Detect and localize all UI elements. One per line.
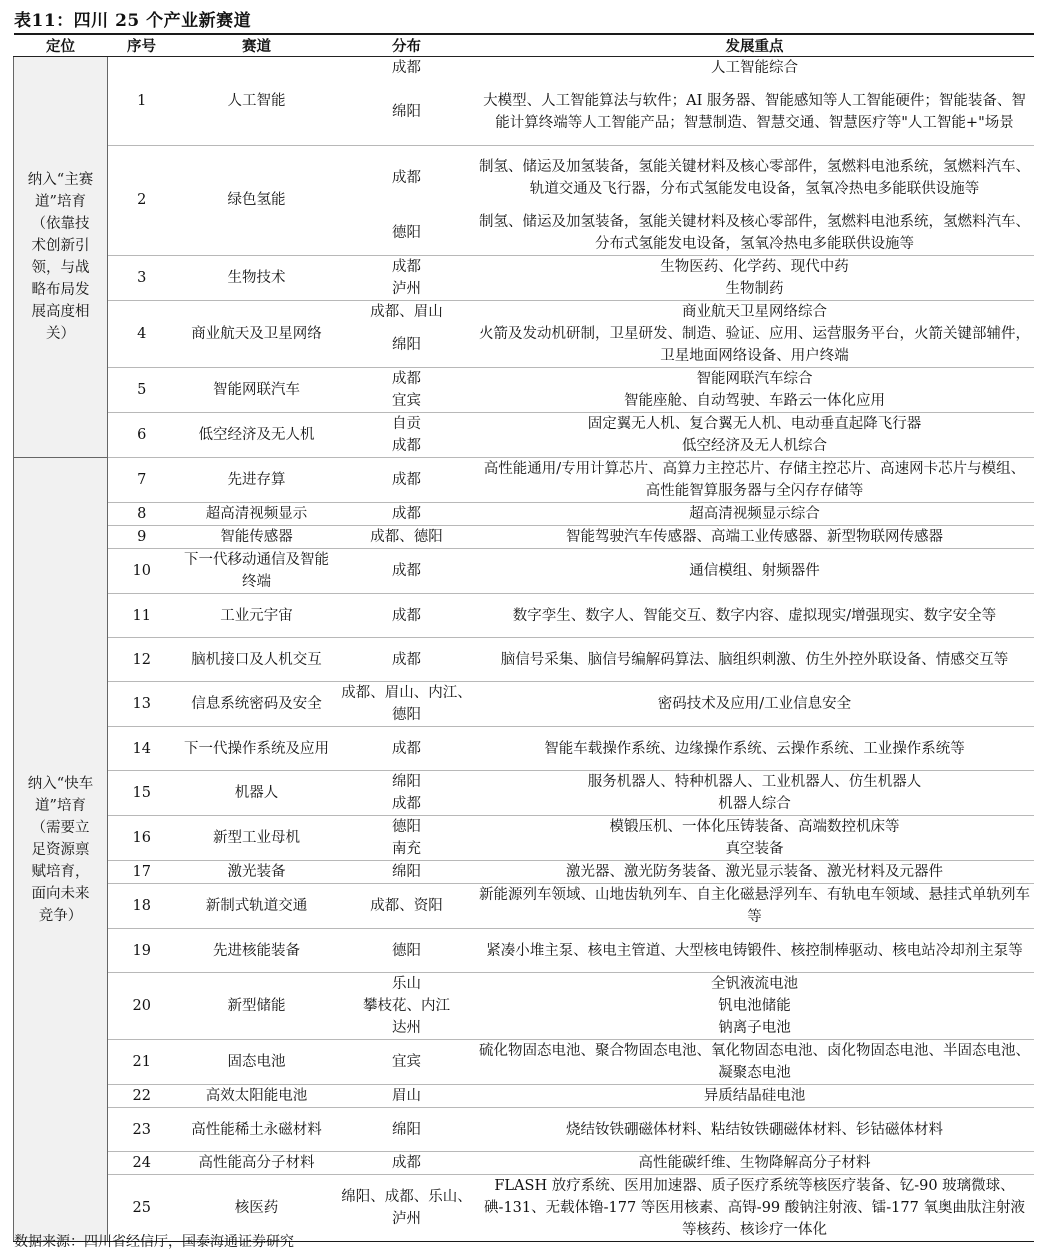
row-number: 20	[108, 973, 176, 1040]
table-row	[14, 884, 1034, 929]
table-row	[14, 771, 1034, 794]
track-name: 机器人	[176, 771, 338, 816]
distribution-city: 乐山	[338, 973, 476, 996]
table-row	[14, 1108, 1034, 1152]
table-row	[14, 682, 1034, 727]
track-name: 绿色氢能	[176, 145, 338, 256]
row-number: 17	[108, 861, 176, 884]
development-focus: 服务机器人、特种机器人、工业机器人、仿生机器人	[476, 771, 1034, 794]
row-number: 2	[108, 145, 176, 256]
table-row	[14, 145, 1034, 211]
development-focus: 机器人综合	[718, 796, 791, 812]
development-focus: 高性能通用/专用计算芯片、高算力主控芯片、存储主控芯片、高速网卡芯片与模组、高性能智算服务器与全闪存存储等	[476, 458, 1034, 503]
track-name: 工业元宇宙	[176, 594, 338, 638]
development-focus: 钠离子电池	[718, 1020, 791, 1036]
development-focus: 制氢、储运及加氢装备，氢能关键材料及核心零部件，氢燃料电池系统，氢燃料汽车、分布式氢能发电设备，氢氧冷热电多能联供设施等	[479, 214, 1030, 252]
development-focus: 通信模组、射频器件	[476, 549, 1034, 594]
data-source: 数据来源：四川省经信厅，国泰海通证券研究	[14, 1234, 294, 1250]
track-name: 低空经济及无人机	[176, 413, 338, 458]
table-row	[14, 256, 1034, 279]
track-name: 生物技术	[176, 256, 338, 301]
table-row	[14, 503, 1034, 526]
track-name: 核医药	[176, 1175, 338, 1242]
distribution-city: 成都	[338, 1152, 476, 1175]
development-focus: 智能车载操作系统、边缘操作系统、云操作系统、工业操作系统等	[476, 727, 1034, 771]
track-name: 固态电池	[176, 1040, 338, 1085]
development-focus: 脑信号采集、脑信号编解码算法、脑组织刺激、仿生外控外联设备、情感交互等	[476, 638, 1034, 682]
track-name: 人工智能	[176, 57, 338, 146]
distribution-city: 绵阳	[338, 861, 476, 884]
table-row	[14, 57, 1034, 80]
row-number: 1	[108, 57, 176, 146]
table-row	[14, 973, 1034, 996]
distribution-city: 绵阳	[392, 337, 421, 353]
development-focus: 全钒液流电池	[476, 973, 1034, 996]
row-number: 4	[108, 301, 176, 368]
distribution-city: 成都、眉山、内江、德阳	[338, 682, 476, 727]
development-focus: 密码技术及应用/工业信息安全	[476, 682, 1034, 727]
table-row	[14, 526, 1034, 549]
track-name: 高性能稀土永磁材料	[176, 1108, 338, 1152]
distribution-city: 德阳	[392, 225, 421, 241]
development-focus: FLASH 放疗系统、医用加速器、质子医疗系统等核医疗装备、钇-90 玻璃微球、碘-131、无载体镥-177 等医用核素、高锝-99 酸钠注射液、镭-177 氧奥曲肽注射液等核药、核诊疗一体化	[476, 1175, 1034, 1242]
distribution-city: 南充	[392, 841, 421, 857]
track-name: 智能传感器	[176, 526, 338, 549]
row-number: 9	[108, 526, 176, 549]
development-focus: 紧凑小堆主泵、核电主管道、大型核电铸锻件、核控制棒驱动、核电站冷却剂主泵等	[476, 929, 1034, 973]
track-name: 智能网联汽车	[176, 368, 338, 413]
development-focus: 高性能碳纤维、生物降解高分子材料	[476, 1152, 1034, 1175]
distribution-city: 德阳	[338, 929, 476, 973]
table-title: 表11：四川 25 个产业新赛道	[14, 11, 252, 31]
row-number: 21	[108, 1040, 176, 1085]
table-row	[14, 301, 1034, 324]
table-row	[14, 1040, 1034, 1085]
track-name: 高性能高分子材料	[176, 1152, 338, 1175]
distribution-city: 成都	[338, 594, 476, 638]
track-name: 新型储能	[176, 973, 338, 1040]
distribution-city: 绵阳	[392, 103, 421, 120]
row-number: 13	[108, 682, 176, 727]
track-name: 超高清视频显示	[176, 503, 338, 526]
distribution-city: 成都、德阳	[338, 526, 476, 549]
distribution-city: 成都	[338, 256, 476, 279]
track-name: 激光装备	[176, 861, 338, 884]
track-name: 高效太阳能电池	[176, 1085, 338, 1108]
track-name: 脑机接口及人机交互	[176, 638, 338, 682]
header-number: 序号	[108, 34, 176, 57]
distribution-city: 绵阳	[338, 1108, 476, 1152]
track-name: 下一代移动通信及智能终端	[176, 549, 338, 594]
track-name: 先进存算	[176, 458, 338, 503]
row-number: 19	[108, 929, 176, 973]
track-name: 新型工业母机	[176, 816, 338, 861]
distribution-city: 成都	[392, 796, 421, 812]
table-row	[14, 1085, 1034, 1108]
development-focus: 真空装备	[725, 841, 784, 857]
distribution-city: 成都	[338, 727, 476, 771]
development-focus: 固定翼无人机、复合翼无人机、电动垂直起降飞行器	[476, 413, 1034, 436]
development-focus: 低空经济及无人机综合	[682, 438, 827, 454]
row-number: 23	[108, 1108, 176, 1152]
development-focus: 钒电池储能	[718, 998, 791, 1014]
distribution-city: 成都	[338, 503, 476, 526]
distribution-city: 成都	[392, 438, 421, 454]
distribution-city: 成都	[338, 145, 476, 211]
row-number: 8	[108, 503, 176, 526]
development-focus: 烧结钕铁硼磁体材料、粘结钕铁硼磁体材料、钐钴磁体材料	[476, 1108, 1034, 1152]
table-row	[14, 549, 1034, 594]
table-row	[14, 413, 1034, 436]
industry-track-table	[13, 33, 1034, 1242]
distribution-city: 德阳	[338, 816, 476, 839]
header-track: 赛道	[176, 34, 338, 57]
development-focus: 智能驾驶汽车传感器、高端工业传感器、新型物联网传感器	[476, 526, 1034, 549]
table-row	[14, 727, 1034, 771]
development-focus: 智能座舱、自动驾驶、车路云一体化应用	[624, 393, 885, 409]
distribution-city: 成都	[338, 638, 476, 682]
header-row	[14, 34, 1034, 57]
development-focus: 商业航天卫星网络综合	[476, 301, 1034, 324]
development-focus: 生物医药、化学药、现代中药	[476, 256, 1034, 279]
row-number: 6	[108, 413, 176, 458]
development-focus: 激光器、激光防务装备、激光显示装备、激光材料及元器件	[476, 861, 1034, 884]
track-name: 先进核能装备	[176, 929, 338, 973]
row-number: 18	[108, 884, 176, 929]
header-position: 定位	[14, 34, 108, 57]
distribution-city: 自贡	[338, 413, 476, 436]
table-row	[14, 594, 1034, 638]
track-name: 信息系统密码及安全	[176, 682, 338, 727]
row-number: 15	[108, 771, 176, 816]
table-row	[14, 929, 1034, 973]
development-focus: 制氢、储运及加氢装备，氢能关键材料及核心零部件，氢燃料电池系统，氢燃料汽车、轨道交通及飞行器，分布式氢能发电设备，氢氧冷热电多能联供设施等	[476, 145, 1034, 211]
distribution-city: 绵阳、成都、乐山、泸州	[338, 1175, 476, 1242]
row-number: 7	[108, 458, 176, 503]
table-row	[14, 458, 1034, 503]
development-focus: 生物制药	[725, 281, 784, 297]
row-number: 5	[108, 368, 176, 413]
development-focus: 新能源列车领域、山地齿轨列车、自主化磁悬浮列车、有轨电车领域、悬挂式单轨列车等	[476, 884, 1034, 929]
track-name: 下一代操作系统及应用	[176, 727, 338, 771]
table-row	[14, 816, 1034, 839]
distribution-city: 成都	[338, 549, 476, 594]
development-focus: 大模型、人工智能算法与软件；AI 服务器、智能感知等人工智能硬件；智能装备、智能计算终端等人工智能产品；智慧制造、智慧交通、智慧医疗等"人工智能+"场景	[483, 92, 1026, 131]
distribution-city: 宜宾	[392, 393, 421, 409]
table-row	[14, 368, 1034, 391]
row-number: 14	[108, 727, 176, 771]
development-focus: 硫化物固态电池、聚合物固态电池、氧化物固态电池、卤化物固态电池、半固态电池、凝聚态电池	[476, 1040, 1034, 1085]
table-row	[14, 638, 1034, 682]
segment-label: 纳入“主赛道”培育（依靠技术创新引领，与战略布局发展高度相关）	[14, 57, 108, 458]
header-distribution: 分布	[338, 34, 476, 57]
row-number: 3	[108, 256, 176, 301]
segment-label: 纳入“快车道”培育（需要立足资源禀赋培育，面向未来竞争）	[14, 458, 108, 1242]
development-focus: 模锻压机、一体化压铸装备、高端数控机床等	[476, 816, 1034, 839]
distribution-city: 成都	[338, 57, 476, 80]
distribution-city: 成都、眉山	[338, 301, 476, 324]
distribution-city: 泸州	[392, 281, 421, 297]
development-focus: 火箭及发动机研制，卫星研发、制造、验证、应用、运营服务平台，火箭关键部辅件，卫星地面网络设备、用户终端	[479, 326, 1030, 364]
row-number: 11	[108, 594, 176, 638]
row-number: 25	[108, 1175, 176, 1242]
table-row	[14, 861, 1034, 884]
distribution-city: 成都	[338, 368, 476, 391]
distribution-city: 攀枝花、内江	[363, 998, 450, 1014]
development-focus: 数字孪生、数字人、智能交互、数字内容、虚拟现实/增强现实、数字安全等	[476, 594, 1034, 638]
row-number: 12	[108, 638, 176, 682]
distribution-city: 成都、资阳	[338, 884, 476, 929]
distribution-city: 成都	[338, 458, 476, 503]
row-number: 16	[108, 816, 176, 861]
track-name: 商业航天及卫星网络	[176, 301, 338, 368]
distribution-city: 宜宾	[338, 1040, 476, 1085]
row-number: 22	[108, 1085, 176, 1108]
row-number: 10	[108, 549, 176, 594]
development-focus: 人工智能综合	[476, 57, 1034, 80]
row-number: 24	[108, 1152, 176, 1175]
distribution-city: 达州	[392, 1020, 421, 1036]
distribution-city: 绵阳	[338, 771, 476, 794]
distribution-city: 眉山	[338, 1085, 476, 1108]
development-focus: 超高清视频显示综合	[476, 503, 1034, 526]
header-focus: 发展重点	[476, 34, 1034, 57]
development-focus: 异质结晶硅电池	[476, 1085, 1034, 1108]
table-row	[14, 1152, 1034, 1175]
development-focus: 智能网联汽车综合	[476, 368, 1034, 391]
track-name: 新制式轨道交通	[176, 884, 338, 929]
table-body	[14, 57, 1034, 1242]
